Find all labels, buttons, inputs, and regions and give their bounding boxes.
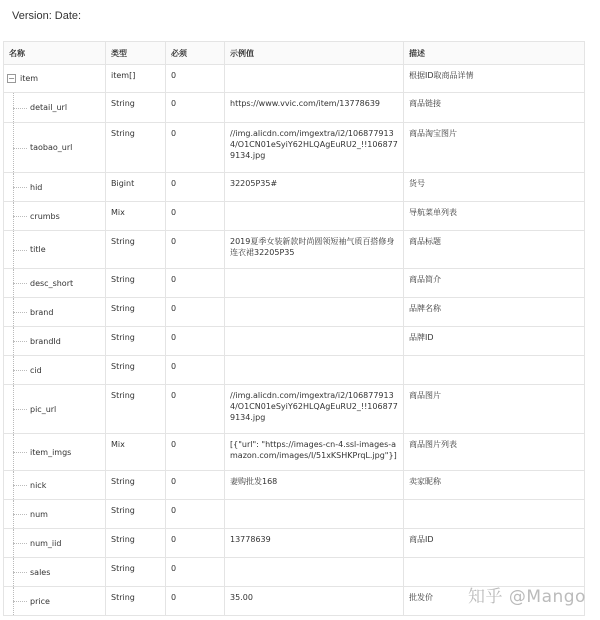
field-name: title [30, 245, 46, 254]
field-example-cell [225, 202, 404, 231]
table-row [4, 500, 585, 529]
field-example-cell [225, 327, 404, 356]
field-name: num [30, 509, 48, 519]
table-row [4, 231, 585, 269]
field-required-cell: 0 [166, 231, 225, 269]
field-required-cell: 0 [166, 202, 225, 231]
field-name-cell [4, 93, 106, 123]
field-name-cell [4, 298, 106, 327]
field-name-cell [4, 529, 106, 558]
field-type-cell: String [106, 471, 166, 500]
field-name-cell [4, 65, 106, 93]
field-required-cell: 0 [166, 356, 225, 385]
table-row [4, 269, 585, 298]
field-name: detail_url [30, 103, 68, 112]
field-type-cell: item[] [106, 65, 166, 93]
field-type-cell: String [106, 231, 166, 269]
field-name: cid [30, 365, 42, 375]
table-row [4, 356, 585, 385]
field-description-cell: 根据ID取商品详情 [404, 65, 585, 93]
field-description-cell: 商品淘宝图片 [404, 123, 585, 173]
field-description-cell: 商品标题 [404, 231, 585, 269]
version-date-label: Version: Date: [12, 10, 82, 22]
field-description-cell: 商品图片 [404, 385, 585, 434]
field-name-cell [4, 587, 106, 616]
tree-branch-line [13, 341, 27, 342]
field-required-cell: 0 [166, 269, 225, 298]
table-row [4, 65, 585, 93]
tree-branch-line [13, 543, 27, 544]
field-name: item [20, 74, 39, 83]
field-required-cell: 0 [166, 93, 225, 123]
field-required-cell: 0 [166, 123, 225, 173]
field-example-cell: [{"url": "https://images-cn-4.ssl-images-amazon.com/images/I/51xKSHKPrqL.jpg"}] [225, 434, 404, 471]
field-required-cell: 0 [166, 385, 225, 434]
field-description-cell: 批发价 [404, 587, 585, 616]
field-name: price [30, 596, 50, 606]
field-description-cell [404, 500, 585, 529]
field-name-cell [4, 471, 106, 500]
field-required-cell: 0 [166, 471, 225, 500]
collapse-toggle-icon[interactable]: − [8, 73, 15, 83]
field-example-cell [225, 269, 404, 298]
field-example-cell [225, 65, 404, 93]
field-name-cell [4, 434, 106, 471]
table-row [4, 471, 585, 500]
field-description-cell: 品牌名称 [404, 298, 585, 327]
field-name-cell [4, 500, 106, 529]
field-name: nick [30, 480, 47, 490]
field-name-cell [4, 173, 106, 202]
table-row [4, 93, 585, 123]
field-type-cell: String [106, 298, 166, 327]
field-type-cell: Mix [106, 434, 166, 471]
table-row [4, 173, 585, 202]
tree-branch-line [13, 572, 27, 573]
tree-branch-line [13, 409, 27, 410]
field-name-cell [4, 202, 106, 231]
field-name: item_imgs [30, 447, 72, 457]
table-row [4, 202, 585, 231]
field-name: sales [30, 567, 51, 577]
tree-branch-line [13, 452, 27, 453]
field-name-cell [4, 558, 106, 587]
field-name: brand [30, 307, 54, 317]
field-required-cell: 0 [166, 587, 225, 616]
column-header-name: 名称 [4, 42, 106, 65]
field-type-cell: Bigint [106, 173, 166, 202]
field-description-cell: 商品简介 [404, 269, 585, 298]
field-name: num_iid [30, 538, 62, 548]
field-example-cell [225, 500, 404, 529]
field-name: taobao_url [30, 143, 73, 152]
field-required-cell: 0 [166, 434, 225, 471]
field-required-cell: 0 [166, 65, 225, 93]
field-required-cell: 0 [166, 173, 225, 202]
column-header-type: 类型 [106, 42, 166, 65]
tree-branch-line [13, 283, 27, 284]
field-example-cell: 32205P35# [225, 173, 404, 202]
field-type-cell: String [106, 587, 166, 616]
field-example-cell [225, 298, 404, 327]
tree-branch-line [13, 216, 27, 217]
field-required-cell: 0 [166, 298, 225, 327]
tree-branch-line [13, 108, 27, 109]
field-description-cell: 商品ID [404, 529, 585, 558]
field-name-cell [4, 231, 106, 269]
field-example-cell: 妻购批发168 [225, 471, 404, 500]
tree-branch-line [13, 601, 27, 602]
field-description-cell [404, 356, 585, 385]
field-name: hid [30, 182, 43, 192]
field-example-cell: 13778639 [225, 529, 404, 558]
field-type-cell: Mix [106, 202, 166, 231]
field-required-cell: 0 [166, 529, 225, 558]
field-type-cell: String [106, 385, 166, 434]
column-header-required: 必须 [166, 42, 225, 65]
field-type-cell: String [106, 269, 166, 298]
table-row [4, 327, 585, 356]
table-row [4, 123, 585, 173]
table-header-row [4, 42, 585, 65]
field-required-cell: 0 [166, 327, 225, 356]
field-example-cell: 2019夏季女装新款时尚圆领短袖气质百搭修身连衣裙32205P35 [225, 231, 404, 269]
field-type-cell: String [106, 500, 166, 529]
tree-branch-line [13, 312, 27, 313]
field-description-cell: 卖家昵称 [404, 471, 585, 500]
field-name-cell [4, 327, 106, 356]
field-name: desc_short [30, 278, 74, 288]
tree-branch-line [13, 514, 27, 515]
tree-branch-line [13, 485, 27, 486]
field-name: pic_url [30, 404, 57, 414]
field-name-cell [4, 269, 106, 298]
tree-branch-line [13, 370, 27, 371]
table-row [4, 385, 585, 434]
field-type-cell: String [106, 327, 166, 356]
table-row [4, 298, 585, 327]
field-example-cell [225, 558, 404, 587]
field-example-cell: 35.00 [225, 587, 404, 616]
field-example-cell: //img.alicdn.com/imgextra/i2/1068779134/O1CN01eSyiY62HLQAgEuRU2_!!1068779134.jpg [225, 385, 404, 434]
field-name-cell [4, 385, 106, 434]
tree-branch-line [13, 148, 27, 149]
field-example-cell: https://www.vvic.com/item/13778639 [225, 93, 404, 123]
field-description-cell: 商品链接 [404, 93, 585, 123]
field-description-cell: 品牌ID [404, 327, 585, 356]
field-example-cell [225, 356, 404, 385]
column-header-description: 描述 [404, 42, 585, 65]
field-description-cell: 货号 [404, 173, 585, 202]
field-type-cell: String [106, 356, 166, 385]
field-name: crumbs [30, 211, 60, 221]
field-required-cell: 0 [166, 558, 225, 587]
field-type-cell: String [106, 529, 166, 558]
table-row [4, 434, 585, 471]
field-type-cell: String [106, 93, 166, 123]
api-fields-table [3, 41, 585, 616]
field-name: brandId [30, 336, 61, 346]
column-header-example: 示例值 [225, 42, 404, 65]
field-required-cell: 0 [166, 500, 225, 529]
field-description-cell: 导航菜单列表 [404, 202, 585, 231]
field-type-cell: String [106, 558, 166, 587]
field-description-cell: 商品图片列表 [404, 434, 585, 471]
tree-branch-line [13, 250, 27, 251]
table-row [4, 529, 585, 558]
field-name-cell [4, 356, 106, 385]
field-example-cell: //img.alicdn.com/imgextra/i2/1068779134/O1CN01eSyiY62HLQAgEuRU2_!!1068779134.jpg [225, 123, 404, 173]
field-type-cell: String [106, 123, 166, 173]
watermark-text: 知乎 @Mango [468, 587, 586, 607]
field-name-cell [4, 123, 106, 173]
tree-branch-line [13, 187, 27, 188]
